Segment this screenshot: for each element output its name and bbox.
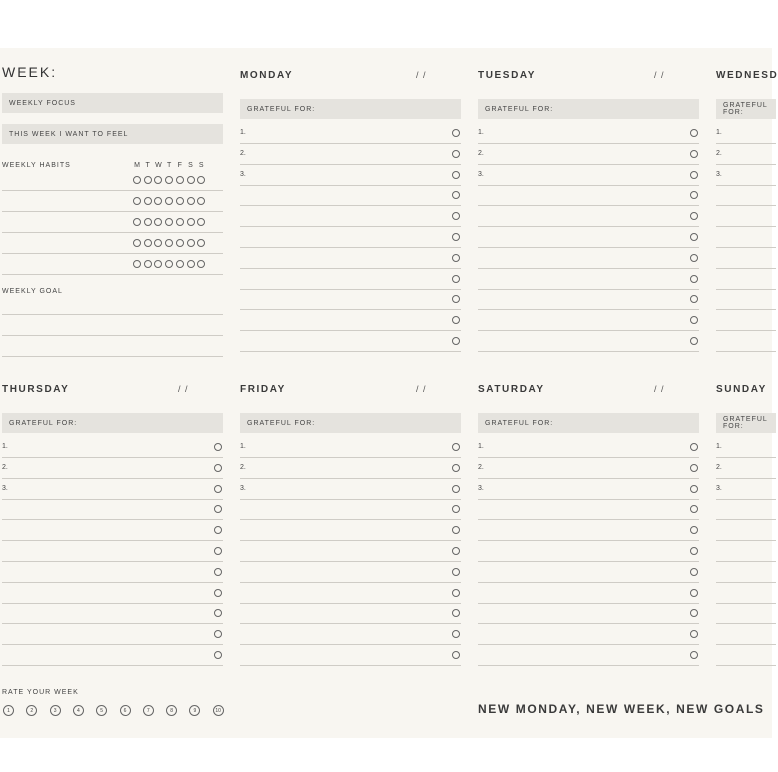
row-line[interactable] [716,351,776,352]
task-checkbox[interactable] [690,485,698,493]
row-line[interactable] [716,226,776,227]
row-number: 1. [2,443,8,450]
task-checkbox[interactable] [214,443,222,451]
row-line[interactable] [2,519,223,520]
habit-checkbox[interactable] [187,197,195,205]
task-checkbox[interactable] [452,568,460,576]
row-line[interactable] [240,561,461,562]
row-number: 3. [716,484,722,492]
row-line[interactable] [240,268,461,269]
goal-line[interactable] [2,356,223,357]
habit-day-letter: M [134,162,140,169]
task-checkbox[interactable] [214,589,222,597]
row-number: 2. [716,149,722,157]
row-line[interactable] [478,351,699,352]
task-checkbox[interactable] [690,275,698,283]
row-number: 3. [2,484,8,492]
row-number: 2. [240,149,246,157]
grateful-box[interactable] [478,99,699,119]
row-line[interactable] [716,665,776,666]
rate-week-label: RATE YOUR WEEK [2,689,79,696]
row-line[interactable] [2,665,223,666]
row-line[interactable] [478,499,699,500]
row-line[interactable] [716,185,776,186]
habit-checkbox[interactable] [187,218,195,226]
row-number: 3. [240,484,246,492]
row-number: 1. [240,129,246,136]
row-number: 2. [2,463,8,471]
habit-day-letter: T [145,162,150,169]
row-line[interactable] [716,289,776,290]
row-line[interactable] [240,457,461,458]
day-title: SATURDAY [478,384,545,395]
row-line[interactable] [716,603,776,604]
habit-checkbox[interactable] [144,239,152,247]
task-checkbox[interactable] [214,464,222,472]
row-number: 1. [716,443,722,450]
grateful-label: GRATEFUL FOR: [247,419,316,427]
task-checkbox[interactable] [690,547,698,555]
row-line[interactable] [240,499,461,500]
task-checkbox[interactable] [452,171,460,179]
task-checkbox[interactable] [452,337,460,345]
rate-option[interactable]: 4 [73,705,84,716]
habit-checkbox[interactable] [176,260,184,268]
task-checkbox[interactable] [452,150,460,158]
row-line[interactable] [478,457,699,458]
row-number: 3. [240,170,246,178]
rate-option[interactable]: 9 [189,705,200,716]
row-line[interactable] [716,519,776,520]
habit-checkbox[interactable] [176,176,184,184]
habit-checkbox[interactable] [176,197,184,205]
slogan-text: NEW MONDAY, NEW WEEK, NEW GOALS [478,702,765,716]
row-line[interactable] [240,143,461,144]
row-line[interactable] [716,540,776,541]
task-checkbox[interactable] [452,129,460,137]
task-checkbox[interactable] [690,233,698,241]
habit-checkbox[interactable] [133,239,141,247]
week-title: WEEK: [2,64,58,80]
grateful-box[interactable] [716,413,776,433]
row-line[interactable] [478,268,699,269]
row-number: 3. [478,170,484,178]
weekly-focus-box[interactable] [2,93,223,113]
row-line[interactable] [478,623,699,624]
habit-row-line [2,232,223,233]
row-number: 2. [716,463,722,471]
habit-checkbox[interactable] [144,218,152,226]
task-checkbox[interactable] [690,443,698,451]
row-line[interactable] [478,478,699,479]
row-line[interactable] [478,143,699,144]
feel-box[interactable] [2,124,223,144]
row-line[interactable] [478,603,699,604]
row-line[interactable] [478,540,699,541]
row-line[interactable] [716,164,776,165]
habit-checkbox[interactable] [187,260,195,268]
task-checkbox[interactable] [690,589,698,597]
row-line[interactable] [716,582,776,583]
habit-row-line [2,274,223,275]
grateful-box[interactable] [240,413,461,433]
habit-checkbox[interactable] [133,176,141,184]
row-line[interactable] [240,205,461,206]
grateful-label: GRATEFUL FOR: [723,416,768,430]
date-field[interactable]: / / [178,384,189,394]
row-line[interactable] [716,268,776,269]
habit-checkbox[interactable] [187,239,195,247]
day-title: THURSDAY [2,384,70,395]
row-line[interactable] [2,499,223,500]
habit-checkbox[interactable] [133,197,141,205]
row-line[interactable] [478,164,699,165]
habit-checkbox[interactable] [133,260,141,268]
task-checkbox[interactable] [690,171,698,179]
row-line[interactable] [478,561,699,562]
habit-day-letter: S [198,162,204,169]
rate-option[interactable]: 8 [166,705,177,716]
grateful-box[interactable] [478,413,699,433]
weekly-focus-label: WEEKLY FOCUS [9,99,76,107]
task-checkbox[interactable] [452,233,460,241]
row-line[interactable] [240,478,461,479]
day-title: MONDAY [240,70,294,81]
row-line[interactable] [2,561,223,562]
row-line[interactable] [240,582,461,583]
task-checkbox[interactable] [690,337,698,345]
grateful-box[interactable] [716,99,776,119]
row-line[interactable] [240,185,461,186]
habit-day-letter: F [177,162,182,169]
day-title: SUNDAY [716,384,767,395]
grateful-box[interactable] [2,413,223,433]
task-checkbox[interactable] [690,150,698,158]
row-line[interactable] [240,665,461,666]
row-line[interactable] [716,143,776,144]
row-line[interactable] [716,205,776,206]
row-line[interactable] [240,623,461,624]
habit-row-line [2,211,223,212]
habit-checkbox[interactable] [176,218,184,226]
habit-checkbox[interactable] [133,218,141,226]
task-checkbox[interactable] [214,485,222,493]
weekly-goal-label: WEEKLY GOAL [2,288,63,295]
row-line[interactable] [478,289,699,290]
habit-checkbox[interactable] [144,176,152,184]
row-number: 2. [240,463,246,471]
task-checkbox[interactable] [452,254,460,262]
day-title: FRIDAY [240,384,286,395]
habit-row-line [2,190,223,191]
row-line[interactable] [716,309,776,310]
grateful-label: GRATEFUL FOR: [485,419,554,427]
row-line[interactable] [478,226,699,227]
task-checkbox[interactable] [452,275,460,283]
row-line[interactable] [240,247,461,248]
day-title: WEDNESD [716,70,778,81]
habit-day-letter: W [155,162,162,169]
row-line[interactable] [478,185,699,186]
row-line[interactable] [478,665,699,666]
rate-option[interactable]: 6 [120,705,131,716]
row-line[interactable] [240,226,461,227]
goal-line[interactable] [2,314,223,315]
row-line[interactable] [716,623,776,624]
grateful-box[interactable] [240,99,461,119]
habit-day-letter: S [188,162,193,169]
row-line[interactable] [240,351,461,352]
feel-label: THIS WEEK I WANT TO FEEL [9,130,129,138]
row-line[interactable] [240,330,461,331]
row-number: 1. [716,129,722,136]
row-number: 3. [478,484,484,492]
row-number: 2. [478,463,484,471]
grateful-label: GRATEFUL FOR: [485,105,554,113]
rate-option[interactable]: 3 [50,705,61,716]
weekly-habits-label: WEEKLY HABITS [2,162,71,169]
task-checkbox[interactable] [452,464,460,472]
row-line[interactable] [716,247,776,248]
task-checkbox[interactable] [452,651,460,659]
date-field[interactable]: / / [416,70,427,80]
row-line[interactable] [478,644,699,645]
habit-checkbox[interactable] [187,176,195,184]
task-checkbox[interactable] [214,651,222,659]
row-number: 2. [478,149,484,157]
row-line[interactable] [240,289,461,290]
task-checkbox[interactable] [452,485,460,493]
row-number: 1. [478,129,484,136]
row-line[interactable] [478,309,699,310]
habit-checkbox[interactable] [144,260,152,268]
row-line[interactable] [240,309,461,310]
row-line[interactable] [2,623,223,624]
row-line[interactable] [478,330,699,331]
task-checkbox[interactable] [452,547,460,555]
date-field[interactable]: / / [416,384,427,394]
habit-row-line [2,253,223,254]
row-line[interactable] [716,499,776,500]
rate-option[interactable]: 7 [143,705,154,716]
row-line[interactable] [2,540,223,541]
task-checkbox[interactable] [214,568,222,576]
row-line[interactable] [2,644,223,645]
task-checkbox[interactable] [690,568,698,576]
task-checkbox[interactable] [690,651,698,659]
task-checkbox[interactable] [690,254,698,262]
rate-option[interactable]: 5 [96,705,107,716]
row-line[interactable] [478,247,699,248]
row-line[interactable] [240,603,461,604]
task-checkbox[interactable] [690,129,698,137]
date-field[interactable]: / / [654,384,665,394]
grateful-label: GRATEFUL FOR: [723,102,768,116]
row-number: 1. [478,443,484,450]
rate-option[interactable]: 2 [26,705,37,716]
grateful-label: GRATEFUL FOR: [247,105,316,113]
row-line[interactable] [2,457,223,458]
task-checkbox[interactable] [452,589,460,597]
row-line[interactable] [240,164,461,165]
row-line[interactable] [2,478,223,479]
row-line[interactable] [716,478,776,479]
row-line[interactable] [716,457,776,458]
date-field[interactable]: / / [654,70,665,80]
row-number: 1. [240,443,246,450]
task-checkbox[interactable] [214,547,222,555]
row-line[interactable] [240,519,461,520]
row-line[interactable] [240,540,461,541]
row-line[interactable] [478,205,699,206]
habit-checkbox[interactable] [176,239,184,247]
row-line[interactable] [2,603,223,604]
row-number: 3. [716,170,722,178]
rate-option[interactable]: 1 [3,705,14,716]
goal-line[interactable] [2,335,223,336]
rate-option[interactable]: 10 [213,705,224,716]
row-line[interactable] [716,330,776,331]
row-line[interactable] [716,561,776,562]
row-line[interactable] [716,644,776,645]
task-checkbox[interactable] [452,443,460,451]
habit-day-letter: T [166,162,172,169]
row-line[interactable] [478,582,699,583]
task-checkbox[interactable] [690,464,698,472]
grateful-label: GRATEFUL FOR: [9,419,78,427]
habit-checkbox[interactable] [144,197,152,205]
row-line[interactable] [2,582,223,583]
row-line[interactable] [478,519,699,520]
day-title: TUESDAY [478,70,537,81]
row-line[interactable] [240,644,461,645]
